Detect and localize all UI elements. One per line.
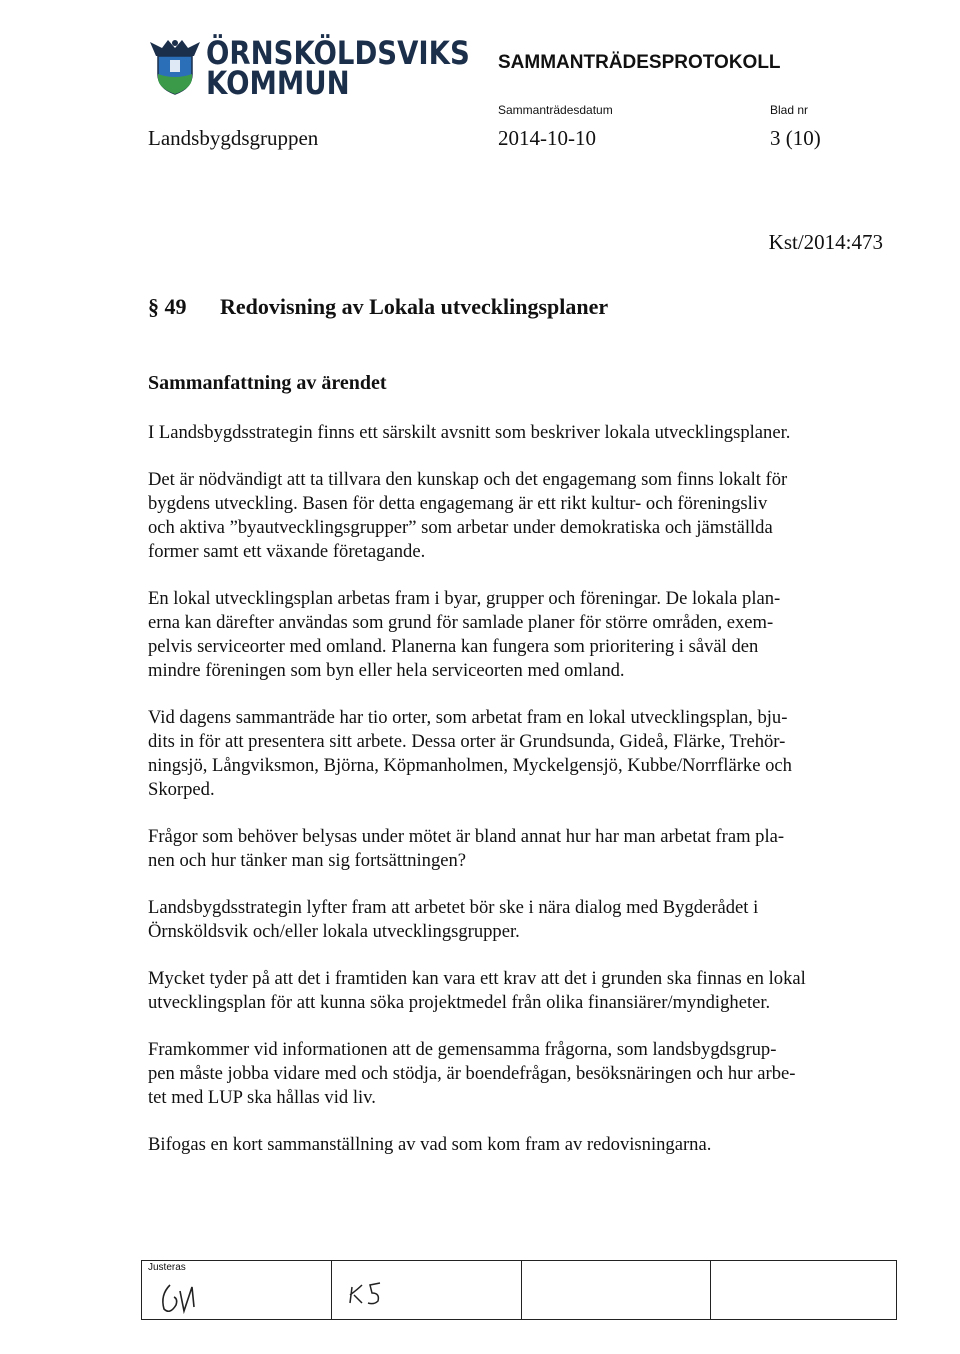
body-paragraph [148, 587, 896, 683]
body-line: dits in för att presentera sitt arbete. Dessa orter är Grundsunda, Gideå, Flärke, Trehör- [148, 731, 786, 752]
body-line: Örnsköldsvik och/eller lokala utvecklingsgrupper. [148, 921, 520, 942]
logo-text-line2: KOMMUN [206, 64, 350, 102]
handwritten-signature-icon [156, 1277, 216, 1317]
signature-label: Justeras [148, 1262, 186, 1273]
body-paragraph [148, 706, 896, 802]
body-line: och aktiva ”byautvecklingsgrupper” som arbetar under demokratiska och jämställda [148, 517, 773, 538]
body-paragraph [148, 967, 896, 1015]
section-title: Redovisning av Lokala utvecklingsplaner [220, 294, 609, 319]
summary-body [148, 421, 896, 1180]
body-paragraph [148, 421, 896, 445]
body-line: Bifogas en kort sammanställning av vad som kom fram av redovisningarna. [148, 1134, 712, 1155]
date-value: 2014-10-10 [498, 126, 596, 150]
date-label: Sammanträdesdatum [498, 103, 613, 117]
signature-cell [142, 1261, 332, 1319]
body-line: Vid dagens sammanträde har tio orter, som arbetat fram en lokal utvecklingsplan, bju- [148, 707, 788, 728]
signature-cell [332, 1261, 522, 1319]
body-paragraph [148, 1133, 896, 1157]
body-paragraph [148, 896, 896, 944]
body-paragraph [148, 1038, 896, 1110]
summary-heading: Sammanfattning av ärendet [148, 372, 387, 394]
page-number: 3 (10) [770, 126, 821, 150]
body-line: Framkommer vid informationen att de gemensamma frågorna, som landsbygdsgrup- [148, 1039, 777, 1060]
case-number: Kst/2014:473 [768, 230, 883, 254]
section-number: § 49 [148, 294, 187, 319]
body-line: utvecklingsplan för att kunna söka projektmedel från olika finansiärer/myndigheter. [148, 992, 771, 1013]
body-line: nen och hur tänker man sig fortsättningen? [148, 850, 467, 871]
body-line: ningsjö, Långviksmon, Björna, Köpmanholmen, Myckelgensjö, Kubbe/Norrflärke och [148, 755, 792, 776]
section-heading [148, 294, 608, 320]
signature-box [141, 1260, 897, 1320]
signature-cell [522, 1261, 712, 1319]
coat-of-arms-icon [148, 34, 202, 96]
body-line: Frågor som behöver belysas under mötet är bland annat hur har man arbetat fram pla- [148, 826, 785, 847]
document-type: SAMMANTRÄDESPROTOKOLL [498, 52, 781, 73]
page-label: Blad nr [770, 103, 809, 117]
body-line: former samt ett växande företagande. [148, 541, 426, 562]
body-line: En lokal utvecklingsplan arbetas fram i byar, grupper och föreningar. De lokala plan- [148, 588, 781, 609]
body-line: mindre föreningen som byn eller hela serviceorten med omland. [148, 660, 625, 681]
signature-cell [711, 1261, 896, 1319]
body-line: Mycket tyder på att det i framtiden kan vara ett krav att det i grunden ska finnas en lokal [148, 968, 806, 989]
body-line: tet med LUP ska hållas vid liv. [148, 1087, 376, 1108]
body-line: Landsbygdsstrategin lyfter fram att arbetet bör ske i nära dialog med Bygderådet i [148, 897, 759, 918]
body-paragraph [148, 825, 896, 873]
group-name: Landsbygdsgruppen [148, 126, 319, 150]
body-line: I Landsbygdsstrategin finns ett särskilt avsnitt som beskriver lokala utvecklingsplaner. [148, 422, 791, 443]
body-line: erna kan därefter användas som grund för samlade planer för större områden, exem- [148, 612, 774, 633]
body-line: Skorped. [148, 779, 215, 800]
body-line: bygdens utveckling. Basen för detta engagemang är ett rikt kultur- och föreningsliv [148, 493, 768, 514]
logo-text-line1: ÖRNSKÖLDSVIKS [206, 34, 470, 72]
handwritten-initials-icon [344, 1273, 404, 1313]
body-paragraph [148, 468, 896, 564]
municipality-logo [148, 32, 470, 102]
body-line: pelvis serviceorter med omland. Planerna kan fungera som prioritering i såväl den [148, 636, 759, 657]
body-line: Det är nödvändigt att ta tillvara den kunskap och det engagemang som finns lokalt för [148, 469, 788, 490]
body-line: pen måste jobba vidare med och stödja, är boendefrågan, besöksnäringen och hur arbe- [148, 1063, 796, 1084]
